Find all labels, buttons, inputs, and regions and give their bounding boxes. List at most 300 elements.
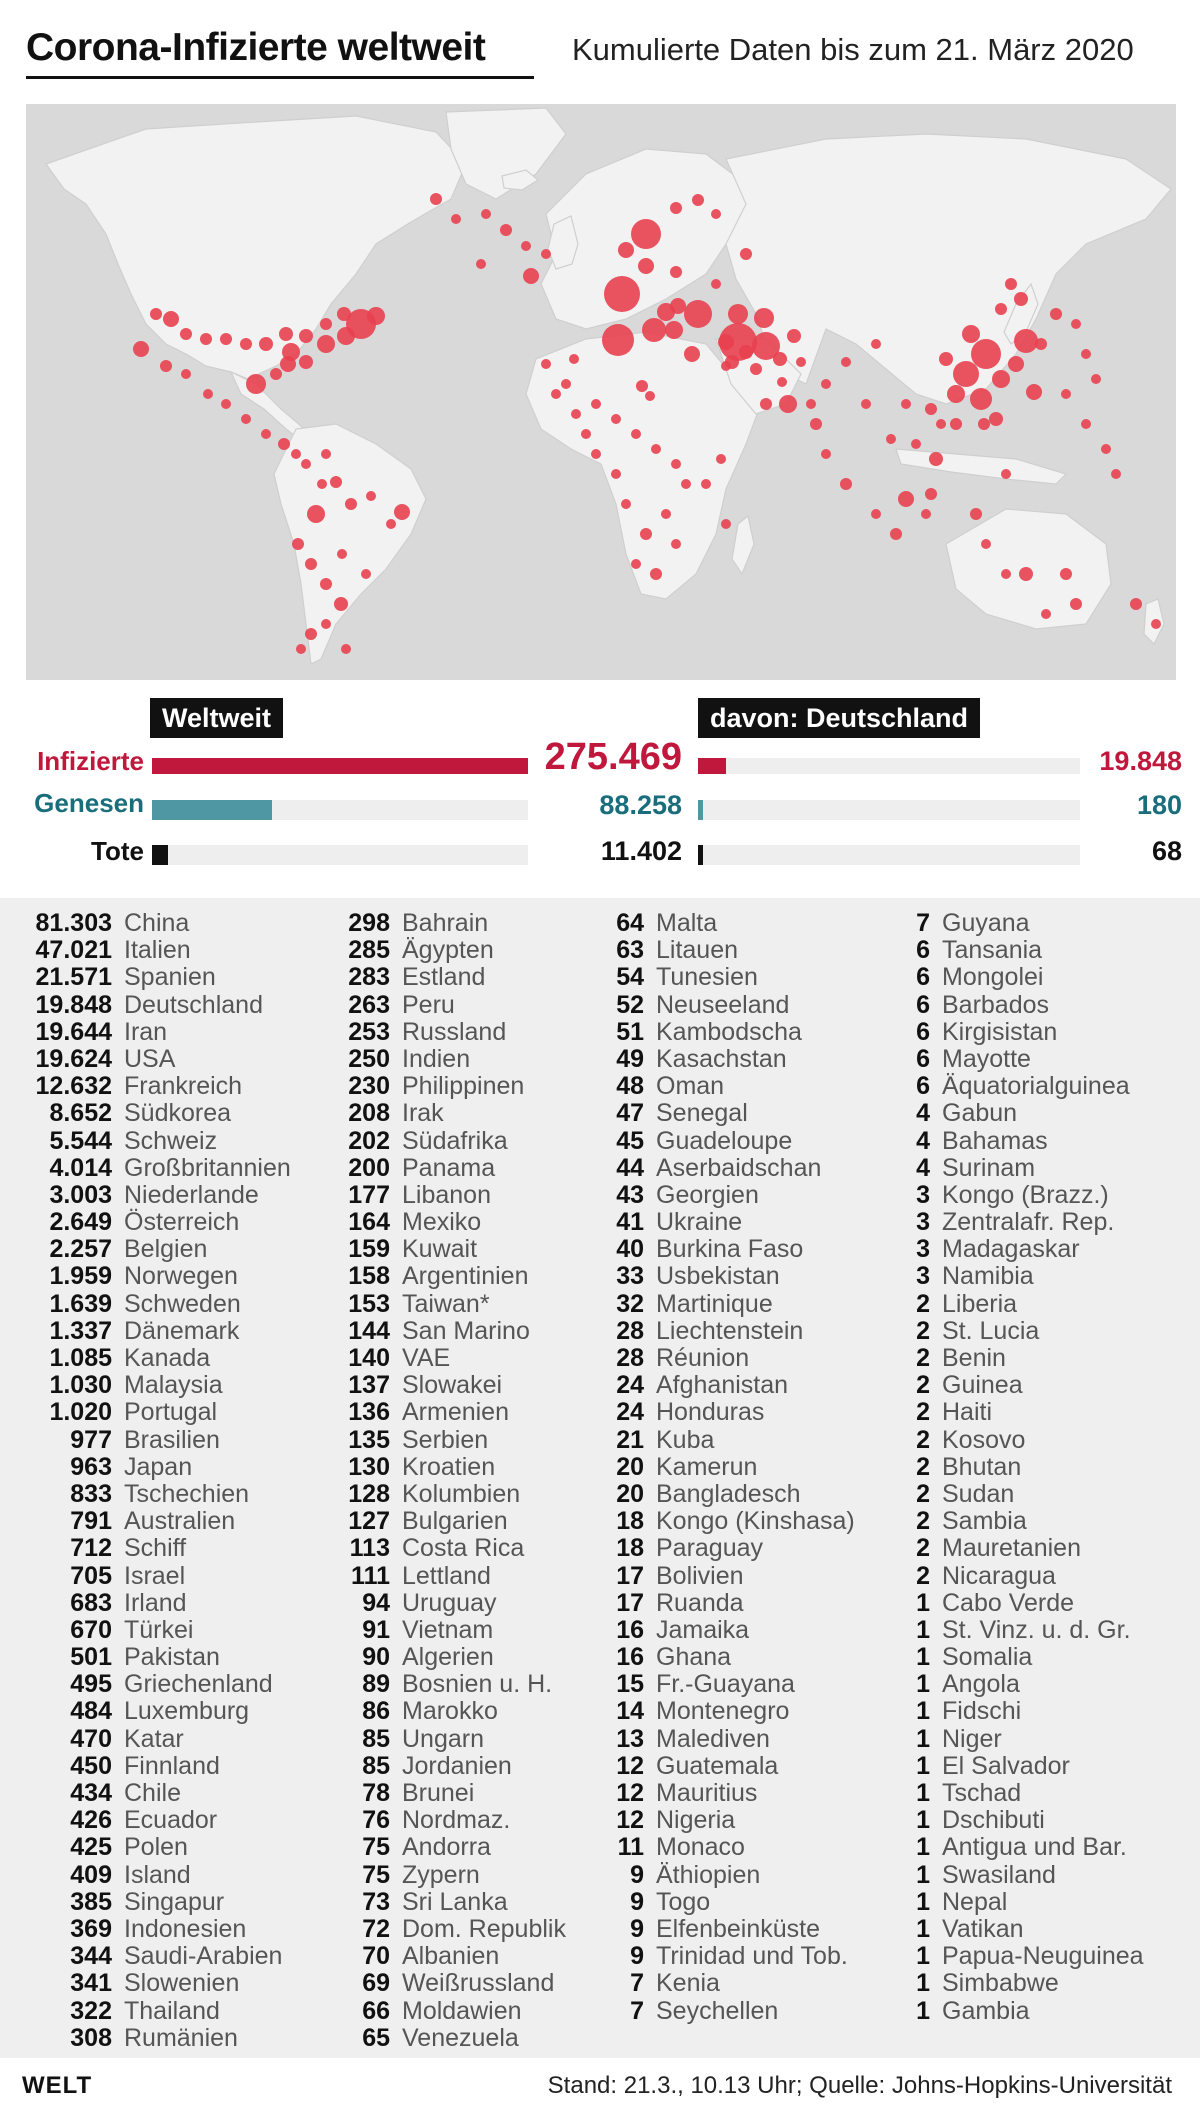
table-row	[560, 992, 855, 1019]
case-dot	[1101, 444, 1111, 454]
case-count: 91	[362, 1615, 390, 1644]
case-count: 208	[348, 1099, 390, 1128]
case-dot	[911, 439, 921, 449]
country-name: Äthiopien	[656, 1860, 761, 1889]
case-dot	[898, 491, 914, 507]
case-count: 153	[348, 1289, 390, 1318]
table-row	[18, 1372, 291, 1399]
case-dot	[292, 538, 304, 550]
table-row	[18, 1182, 291, 1209]
country-name: Bahrain	[402, 909, 489, 937]
case-count: 78	[362, 1779, 390, 1807]
case-dot	[871, 339, 881, 349]
country-name: Elfenbeinküste	[656, 1914, 821, 1943]
case-count: 341	[70, 1969, 112, 1998]
case-dot	[541, 359, 551, 369]
table-row	[880, 1318, 1144, 1345]
case-count: 52	[616, 990, 644, 1019]
country-name: Ägypten	[402, 936, 494, 965]
table-column-3	[560, 910, 855, 2025]
case-dot	[481, 209, 491, 219]
country-name: Trinidad und Tob.	[656, 1942, 848, 1971]
case-dot	[1005, 278, 1017, 290]
case-count: 140	[348, 1344, 390, 1372]
case-count: 285	[348, 936, 390, 965]
case-dot	[925, 403, 937, 415]
table-row	[880, 1372, 1144, 1399]
case-dot	[773, 352, 787, 366]
case-dot	[886, 434, 896, 444]
country-name: Weißrussland	[402, 1969, 555, 1998]
table-row	[880, 1590, 1144, 1617]
case-dot	[692, 194, 704, 206]
table-row	[18, 910, 291, 937]
table-row	[880, 1481, 1144, 1508]
table-row	[18, 1073, 291, 1100]
landmass-north-america	[46, 116, 466, 379]
table-row	[300, 1100, 566, 1127]
table-row	[560, 1807, 855, 1834]
table-row	[300, 910, 566, 937]
case-dot	[681, 479, 691, 489]
case-count: 72	[362, 1914, 390, 1943]
case-count: 250	[348, 1044, 390, 1073]
infected-world-track	[152, 758, 528, 774]
case-count: 202	[348, 1126, 390, 1155]
table-row	[18, 1970, 291, 1997]
country-name: Philippinen	[402, 1072, 525, 1101]
table-row	[880, 1236, 1144, 1263]
recovered-world-track	[152, 800, 528, 820]
case-count: 15	[616, 1670, 644, 1699]
case-count: 1	[916, 1887, 930, 1916]
case-dot	[651, 444, 661, 454]
country-name: Panama	[402, 1153, 496, 1182]
case-count: 1.337	[49, 1316, 112, 1345]
table-row	[18, 1862, 291, 1889]
table-row	[300, 1998, 566, 2025]
country-name: St. Lucia	[942, 1316, 1040, 1345]
case-dot	[581, 429, 591, 439]
case-count: 63	[616, 936, 644, 965]
case-count: 2.257	[49, 1235, 112, 1264]
table-row	[18, 1427, 291, 1454]
case-dot	[645, 391, 655, 401]
case-dot	[989, 412, 1003, 426]
table-row	[18, 1698, 291, 1725]
case-count: 1	[916, 1751, 930, 1780]
table-row	[18, 964, 291, 991]
case-count: 1	[916, 1615, 930, 1644]
case-count: 12	[616, 1806, 644, 1835]
table-row	[300, 1970, 566, 1997]
case-dot	[621, 499, 631, 509]
table-row	[300, 1916, 566, 1943]
table-row	[560, 1834, 855, 1861]
landmass-africa	[526, 332, 761, 599]
table-row	[880, 1508, 1144, 1535]
table-row	[18, 1807, 291, 1834]
table-row	[560, 1970, 855, 1997]
case-dot	[901, 399, 911, 409]
case-dot	[279, 327, 293, 341]
case-dot	[670, 298, 686, 314]
table-row	[18, 1345, 291, 1372]
case-dot	[638, 258, 654, 274]
case-count: 2.649	[49, 1208, 112, 1237]
country-name: Venezuela	[402, 2023, 519, 2052]
case-dot	[241, 414, 251, 424]
case-dot	[962, 325, 980, 343]
table-row	[880, 1671, 1144, 1698]
case-count: 86	[362, 1697, 390, 1726]
infected-label: Infizierte	[37, 746, 144, 776]
country-name: Polen	[124, 1833, 188, 1862]
table-row	[560, 1318, 855, 1345]
case-dot	[661, 509, 671, 519]
case-count: 128	[348, 1479, 390, 1508]
country-name: China	[124, 909, 190, 937]
table-row	[560, 1345, 855, 1372]
country-name: Schweiz	[124, 1126, 218, 1155]
table-row	[18, 1100, 291, 1127]
table-row	[18, 1508, 291, 1535]
dead-germany-track	[698, 845, 1080, 865]
table-row	[560, 1073, 855, 1100]
case-count: 16	[616, 1643, 644, 1672]
table-row	[18, 1644, 291, 1671]
table-row	[880, 1399, 1144, 1426]
case-dot	[521, 241, 531, 251]
country-name: Nordmaz.	[402, 1806, 511, 1835]
recovered-germany-value: 180	[1136, 790, 1182, 820]
case-count: 1	[916, 1670, 930, 1699]
country-name: Angola	[942, 1670, 1020, 1699]
table-row	[560, 1862, 855, 1889]
table-row	[300, 1590, 566, 1617]
case-count: 2	[916, 1316, 930, 1345]
case-dot	[1019, 567, 1033, 581]
table-row	[300, 1889, 566, 1916]
table-row	[18, 1318, 291, 1345]
case-count: 75	[362, 1833, 390, 1862]
table-row	[300, 1182, 566, 1209]
table-row	[300, 1454, 566, 1481]
dead-germany-value: 68	[1151, 836, 1182, 866]
table-row	[300, 1399, 566, 1426]
country-name: Kolumbien	[402, 1479, 521, 1508]
table-row	[880, 1916, 1144, 1943]
case-count: 13	[616, 1724, 644, 1753]
infected-world-bar	[152, 758, 528, 774]
table-row	[560, 1454, 855, 1481]
case-count: 9	[630, 1887, 644, 1916]
case-dot	[320, 318, 332, 330]
case-count: 94	[362, 1588, 390, 1617]
case-dot	[779, 395, 797, 413]
table-row	[880, 1182, 1144, 1209]
country-name: Mauretanien	[942, 1534, 1081, 1563]
case-count: 501	[70, 1643, 112, 1672]
country-name: VAE	[402, 1344, 451, 1372]
table-row	[880, 1563, 1144, 1590]
country-name: Monaco	[656, 1833, 745, 1862]
country-name: Dänemark	[124, 1316, 240, 1345]
table-row	[880, 1291, 1144, 1318]
case-dot	[739, 345, 753, 359]
case-count: 137	[348, 1371, 390, 1400]
country-name: Japan	[124, 1452, 193, 1481]
country-name: Schweden	[124, 1289, 241, 1318]
country-name: Moldawien	[402, 1996, 522, 2025]
country-name: Iran	[124, 1017, 168, 1046]
case-count: 2	[916, 1344, 930, 1372]
case-count: 41	[616, 1208, 644, 1237]
case-dot	[929, 452, 943, 466]
country-name: Luxemburg	[124, 1697, 250, 1726]
country-name: Somalia	[942, 1643, 1033, 1672]
case-count: 24	[616, 1371, 644, 1400]
table-row	[560, 937, 855, 964]
country-name: Réunion	[656, 1344, 750, 1372]
country-name: Albanien	[402, 1942, 500, 1971]
table-row	[18, 1780, 291, 1807]
table-row	[18, 1590, 291, 1617]
case-dot	[200, 333, 212, 345]
case-count: 7	[630, 1996, 644, 2025]
country-name: Armenien	[402, 1398, 509, 1427]
country-name: Madagaskar	[942, 1235, 1080, 1264]
table-row	[300, 1291, 566, 1318]
case-count: 308	[70, 2023, 112, 2052]
case-count: 6	[916, 1017, 930, 1046]
table-row	[560, 964, 855, 991]
case-dot	[541, 249, 551, 259]
country-name: Argentinien	[402, 1262, 529, 1291]
table-row	[560, 1209, 855, 1236]
case-count: 19.624	[35, 1044, 112, 1073]
case-count: 1.639	[49, 1289, 112, 1318]
case-dot	[971, 339, 1001, 369]
case-dot	[299, 355, 313, 369]
case-dot	[787, 329, 801, 343]
case-dot	[221, 399, 231, 409]
case-count: 136	[348, 1398, 390, 1427]
country-name: Slowakei	[402, 1371, 503, 1400]
table-row	[18, 1019, 291, 1046]
case-count: 385	[70, 1887, 112, 1916]
case-dot	[1111, 469, 1121, 479]
dead-label: Tote	[91, 836, 144, 866]
case-dot	[950, 418, 962, 430]
case-count: 263	[348, 990, 390, 1019]
recovered-germany-bar	[698, 800, 703, 820]
country-name: Katar	[124, 1724, 184, 1753]
country-name: Montenegro	[656, 1697, 790, 1726]
infected-germany-bar	[698, 758, 726, 774]
table-row	[18, 1399, 291, 1426]
case-dot	[1151, 619, 1161, 629]
case-count: 1	[916, 1724, 930, 1753]
case-dot	[203, 389, 213, 399]
case-count: 75	[362, 1860, 390, 1889]
country-name: Äquatorialguinea	[942, 1072, 1130, 1101]
case-count: 1.959	[49, 1262, 112, 1291]
country-name: Frankreich	[124, 1072, 243, 1101]
case-count: 344	[70, 1942, 112, 1971]
country-name: Uruguay	[402, 1588, 497, 1617]
table-row	[18, 1834, 291, 1861]
case-dot	[684, 300, 712, 328]
case-count: 28	[616, 1344, 644, 1372]
case-count: 85	[362, 1751, 390, 1780]
table-row	[18, 992, 291, 1019]
dead-world-bar	[152, 845, 168, 865]
table-row	[880, 1698, 1144, 1725]
table-row	[300, 1535, 566, 1562]
country-name: Kroatien	[402, 1452, 496, 1481]
country-name: Antigua und Bar.	[942, 1833, 1127, 1862]
country-name: Fr.-Guayana	[656, 1670, 795, 1699]
table-row	[880, 1753, 1144, 1780]
table-row	[18, 1454, 291, 1481]
table-row	[880, 1726, 1144, 1753]
country-name: Kuwait	[402, 1235, 478, 1264]
case-count: 1	[916, 1942, 930, 1971]
case-count: 12	[616, 1779, 644, 1807]
case-dot	[1081, 349, 1091, 359]
case-count: 16	[616, 1615, 644, 1644]
case-count: 963	[70, 1452, 112, 1481]
country-name: Kirgisistan	[942, 1017, 1058, 1046]
infected-germany-value: 19.848	[1099, 746, 1182, 776]
case-dot	[299, 329, 313, 343]
case-count: 426	[70, 1806, 112, 1835]
case-dot	[1050, 308, 1062, 320]
case-dot	[631, 219, 661, 249]
country-name: Ukraine	[656, 1208, 743, 1237]
world-map-svg	[26, 104, 1176, 680]
country-name: Bahamas	[942, 1126, 1048, 1155]
table-row	[300, 1019, 566, 1046]
case-count: 298	[348, 909, 390, 937]
case-count: 32	[616, 1289, 644, 1318]
table-row	[560, 1291, 855, 1318]
country-name: Russland	[402, 1017, 507, 1046]
table-row	[560, 1399, 855, 1426]
country-name: Cabo Verde	[942, 1588, 1075, 1617]
case-dot	[642, 318, 666, 342]
country-name: Niger	[942, 1724, 1002, 1753]
country-name: Ghana	[656, 1643, 732, 1672]
country-name: Israel	[124, 1561, 186, 1590]
country-name: Saudi-Arabien	[124, 1942, 283, 1971]
table-row	[18, 1889, 291, 1916]
case-dot	[953, 361, 979, 387]
case-count: 2	[916, 1479, 930, 1508]
country-name: Tschechien	[124, 1479, 250, 1508]
table-row	[560, 1753, 855, 1780]
country-name: Togo	[656, 1887, 711, 1916]
table-row	[880, 1019, 1144, 1046]
country-name: Algerien	[402, 1643, 494, 1672]
case-dot	[361, 569, 371, 579]
table-row	[560, 1263, 855, 1290]
case-dot	[341, 644, 351, 654]
case-count: 47	[616, 1099, 644, 1128]
case-dot	[631, 559, 641, 569]
case-count: 69	[362, 1969, 390, 1998]
country-name: Irland	[124, 1588, 187, 1617]
country-name: Kenia	[656, 1969, 720, 1998]
case-count: 177	[348, 1180, 390, 1209]
case-count: 1	[916, 1697, 930, 1726]
case-dot	[571, 409, 581, 419]
country-name: Lettland	[402, 1561, 491, 1590]
case-dot	[995, 303, 1007, 315]
country-name: Simbabwe	[942, 1969, 1059, 1998]
case-count: 85	[362, 1724, 390, 1753]
table-row	[560, 910, 855, 937]
case-count: 113	[349, 1534, 390, 1563]
country-name: Jamaika	[656, 1615, 750, 1644]
country-name: Slowenien	[124, 1969, 240, 1998]
table-row	[560, 1100, 855, 1127]
table-row	[300, 1617, 566, 1644]
case-count: 6	[916, 1044, 930, 1073]
case-count: 253	[348, 1017, 390, 1046]
country-name: Benin	[942, 1344, 1006, 1372]
country-name: Mexiko	[402, 1208, 482, 1237]
case-dot	[180, 328, 192, 340]
case-dot	[721, 519, 731, 529]
germany-tag: davon: Deutschland	[698, 698, 980, 738]
country-name: Nepal	[942, 1887, 1008, 1916]
case-count: 369	[70, 1914, 112, 1943]
country-name: Seychellen	[656, 1996, 779, 2025]
country-name: Mauritius	[656, 1779, 758, 1807]
country-name: Sambia	[942, 1507, 1027, 1536]
case-dot	[591, 449, 601, 459]
case-dot	[1008, 356, 1024, 372]
case-dot	[1130, 598, 1142, 610]
case-dot	[796, 357, 806, 367]
country-name: Norwegen	[124, 1262, 238, 1291]
country-name: Estland	[402, 963, 486, 992]
case-dot	[721, 361, 731, 371]
table-row	[18, 1916, 291, 1943]
case-count: 65	[362, 2023, 390, 2052]
case-dot	[970, 388, 992, 410]
case-count: 425	[70, 1833, 112, 1862]
country-name: Gabun	[942, 1099, 1018, 1128]
country-name: Costa Rica	[402, 1534, 525, 1563]
table-row	[18, 1291, 291, 1318]
country-name: Australien	[124, 1507, 236, 1536]
case-count: 6	[916, 1072, 930, 1101]
case-count: 977	[70, 1425, 112, 1454]
table-row	[300, 1862, 566, 1889]
case-count: 20	[616, 1452, 644, 1481]
case-dot	[718, 334, 734, 350]
table-row	[18, 1943, 291, 1970]
case-count: 450	[70, 1751, 112, 1780]
infected-world-value: 275.469	[544, 736, 682, 778]
case-dot	[321, 619, 331, 629]
country-name: Thailand	[124, 1996, 220, 2025]
country-name: Großbritannien	[124, 1153, 291, 1182]
table-row	[560, 1046, 855, 1073]
